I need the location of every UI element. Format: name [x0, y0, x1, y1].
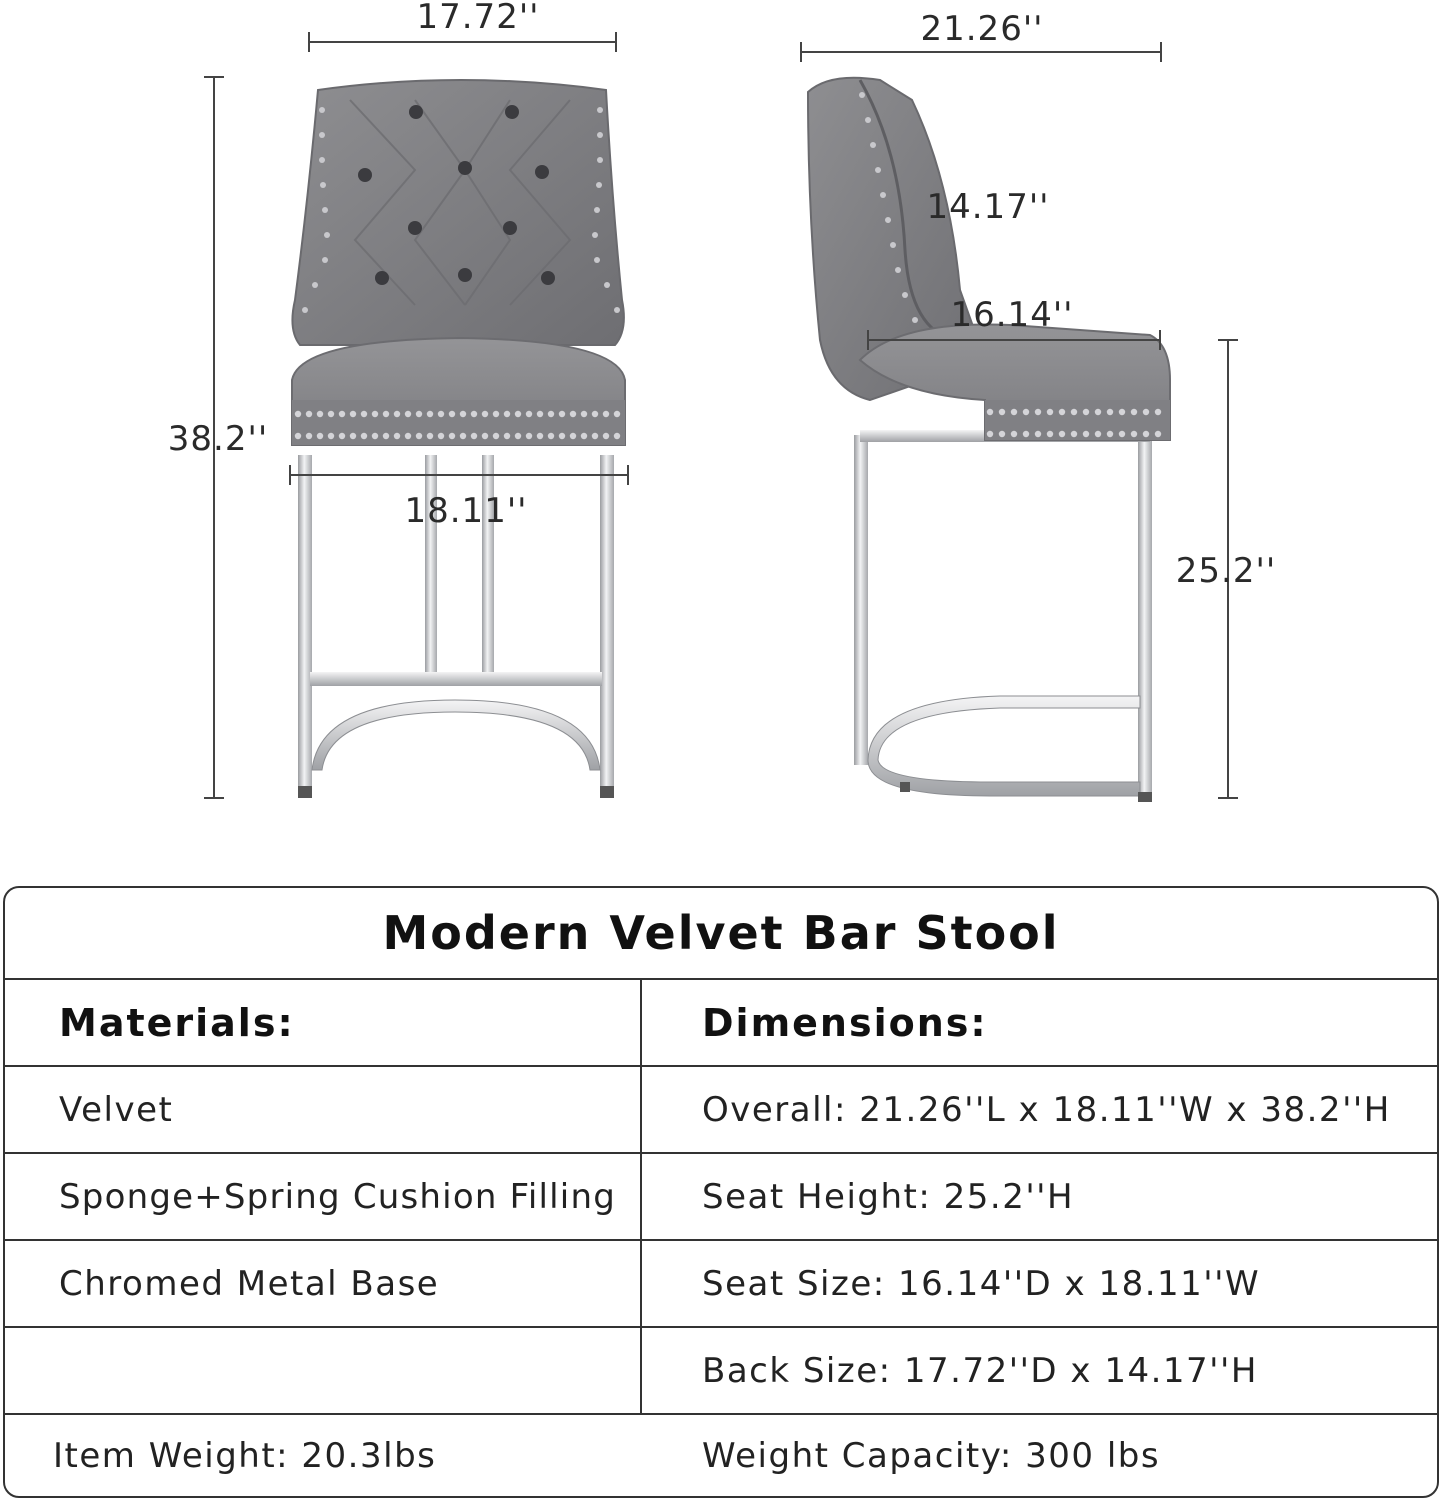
- rivet: [1023, 409, 1029, 415]
- side-front-leg: [854, 435, 868, 765]
- rivet: [1011, 431, 1017, 437]
- rivet: [394, 433, 400, 439]
- front-right-leg: [600, 455, 614, 797]
- front-seat-width-label: 18.11'': [404, 491, 528, 531]
- front-base-arch: [312, 700, 600, 770]
- rivet: [548, 433, 554, 439]
- rivet: [482, 433, 488, 439]
- rivet: [1071, 431, 1077, 437]
- rivet: [1011, 409, 1017, 415]
- product-title: Modern Velvet Bar Stool: [382, 906, 1060, 960]
- dimension-cell: Seat Height: 25.2''H: [702, 1176, 1075, 1217]
- rivet: [350, 411, 356, 417]
- rivet: [1035, 409, 1041, 415]
- rivet: [383, 411, 389, 417]
- side-base-loop: [868, 696, 1140, 796]
- rivet: [416, 411, 422, 417]
- rivet: [1083, 409, 1089, 415]
- spec-title-row: [5, 888, 1437, 980]
- rivet: [504, 433, 510, 439]
- rivet: [339, 433, 345, 439]
- rivet: [504, 411, 510, 417]
- side-seat-depth-label: 16.14'': [950, 295, 1074, 335]
- material-cell: Sponge+Spring Cushion Filling: [5, 1154, 642, 1239]
- spec-row: [5, 1154, 1437, 1241]
- rivet: [526, 433, 532, 439]
- rivet: [372, 411, 378, 417]
- rivet: [1143, 409, 1149, 415]
- rivet: [1047, 409, 1053, 415]
- rivet: [1119, 431, 1125, 437]
- rivet: [1107, 409, 1113, 415]
- spec-header-row: [5, 980, 1437, 1067]
- rivet: [317, 433, 323, 439]
- dimensions-header: Dimensions:: [702, 1000, 988, 1045]
- rivet: [460, 433, 466, 439]
- rivet: [361, 411, 367, 417]
- front-height-label: 38.2'': [167, 419, 269, 459]
- rivet: [317, 411, 323, 417]
- rivet: [614, 433, 620, 439]
- rivet: [295, 433, 301, 439]
- front-footrest: [310, 672, 602, 686]
- rivet: [526, 411, 532, 417]
- rivet: [438, 411, 444, 417]
- dimension-cell: Seat Size: 16.14''D x 18.11''W: [702, 1263, 1261, 1304]
- rivet: [1155, 431, 1161, 437]
- weight-capacity: Weight Capacity: 300 lbs: [702, 1435, 1161, 1476]
- item-weight: Item Weight: 20.3lbs: [53, 1435, 437, 1476]
- dimension-cell: Overall: 21.26''L x 18.11''W x 38.2''H: [702, 1089, 1391, 1130]
- rivet: [581, 433, 587, 439]
- rivet: [1119, 409, 1125, 415]
- material-cell: Velvet: [5, 1067, 642, 1152]
- rivet: [999, 431, 1005, 437]
- rivet: [1095, 409, 1101, 415]
- rivet: [427, 411, 433, 417]
- rivet: [306, 411, 312, 417]
- spec-row: [5, 1067, 1437, 1154]
- spec-row: [5, 1328, 1437, 1415]
- spec-weight-row: [5, 1415, 1437, 1496]
- front-top-width-label: 17.72'': [416, 0, 540, 37]
- rivet: [1071, 409, 1077, 415]
- rivet: [383, 433, 389, 439]
- rivet: [537, 411, 543, 417]
- front-inner-post-left: [425, 455, 437, 675]
- rivet: [295, 411, 301, 417]
- rivet: [350, 433, 356, 439]
- rivet: [1059, 431, 1065, 437]
- rivet: [603, 433, 609, 439]
- rivet: [482, 411, 488, 417]
- rivet: [394, 411, 400, 417]
- material-cell-empty: [5, 1328, 642, 1413]
- rivet: [581, 411, 587, 417]
- front-inner-post-right: [482, 455, 494, 675]
- rivet: [1047, 431, 1053, 437]
- material-cell: Chromed Metal Base: [5, 1241, 642, 1326]
- front-tufted-back: [292, 80, 623, 345]
- rivet: [460, 411, 466, 417]
- rivet: [1083, 431, 1089, 437]
- rivet: [570, 411, 576, 417]
- rivet: [1143, 431, 1149, 437]
- rivet: [987, 409, 993, 415]
- rivet: [471, 411, 477, 417]
- rivet: [559, 411, 565, 417]
- rivet: [537, 433, 543, 439]
- rivet: [548, 411, 554, 417]
- rivet: [493, 411, 499, 417]
- rivet: [339, 411, 345, 417]
- rivet: [515, 433, 521, 439]
- rivet: [1023, 431, 1029, 437]
- rivet: [1095, 431, 1101, 437]
- rivet: [570, 433, 576, 439]
- front-view-chair: [292, 80, 625, 798]
- side-seat-height-label: 25.2'': [1175, 551, 1277, 591]
- rivet: [515, 411, 521, 417]
- rivet: [493, 433, 499, 439]
- rivet: [449, 411, 455, 417]
- rivet: [1107, 431, 1113, 437]
- rivet: [559, 433, 565, 439]
- rivet: [614, 411, 620, 417]
- rivet: [427, 433, 433, 439]
- rivet: [471, 433, 477, 439]
- rivet: [372, 433, 378, 439]
- rivet: [1155, 409, 1161, 415]
- rivet: [405, 411, 411, 417]
- rivet: [405, 433, 411, 439]
- rivet: [1131, 431, 1137, 437]
- rivet: [1131, 409, 1137, 415]
- front-left-leg: [298, 455, 312, 797]
- rivet: [592, 433, 598, 439]
- side-rear-leg: [1138, 440, 1152, 800]
- rivet: [592, 411, 598, 417]
- rivet: [328, 411, 334, 417]
- rivet: [328, 433, 334, 439]
- spec-row: [5, 1241, 1437, 1328]
- spec-table: [3, 886, 1439, 1498]
- rivet: [1035, 431, 1041, 437]
- rivet: [306, 433, 312, 439]
- dimension-cell: Back Size: 17.72''D x 14.17''H: [702, 1350, 1258, 1391]
- rivet: [449, 433, 455, 439]
- rivet: [603, 411, 609, 417]
- materials-header: Materials:: [5, 980, 642, 1065]
- rivet: [416, 433, 422, 439]
- side-top-depth-label: 21.26'': [920, 9, 1044, 49]
- rivet: [999, 409, 1005, 415]
- rivet: [987, 431, 993, 437]
- side-back-height-label: 14.17'': [926, 187, 1050, 227]
- rivet: [438, 433, 444, 439]
- rivet: [1059, 409, 1065, 415]
- rivet: [361, 433, 367, 439]
